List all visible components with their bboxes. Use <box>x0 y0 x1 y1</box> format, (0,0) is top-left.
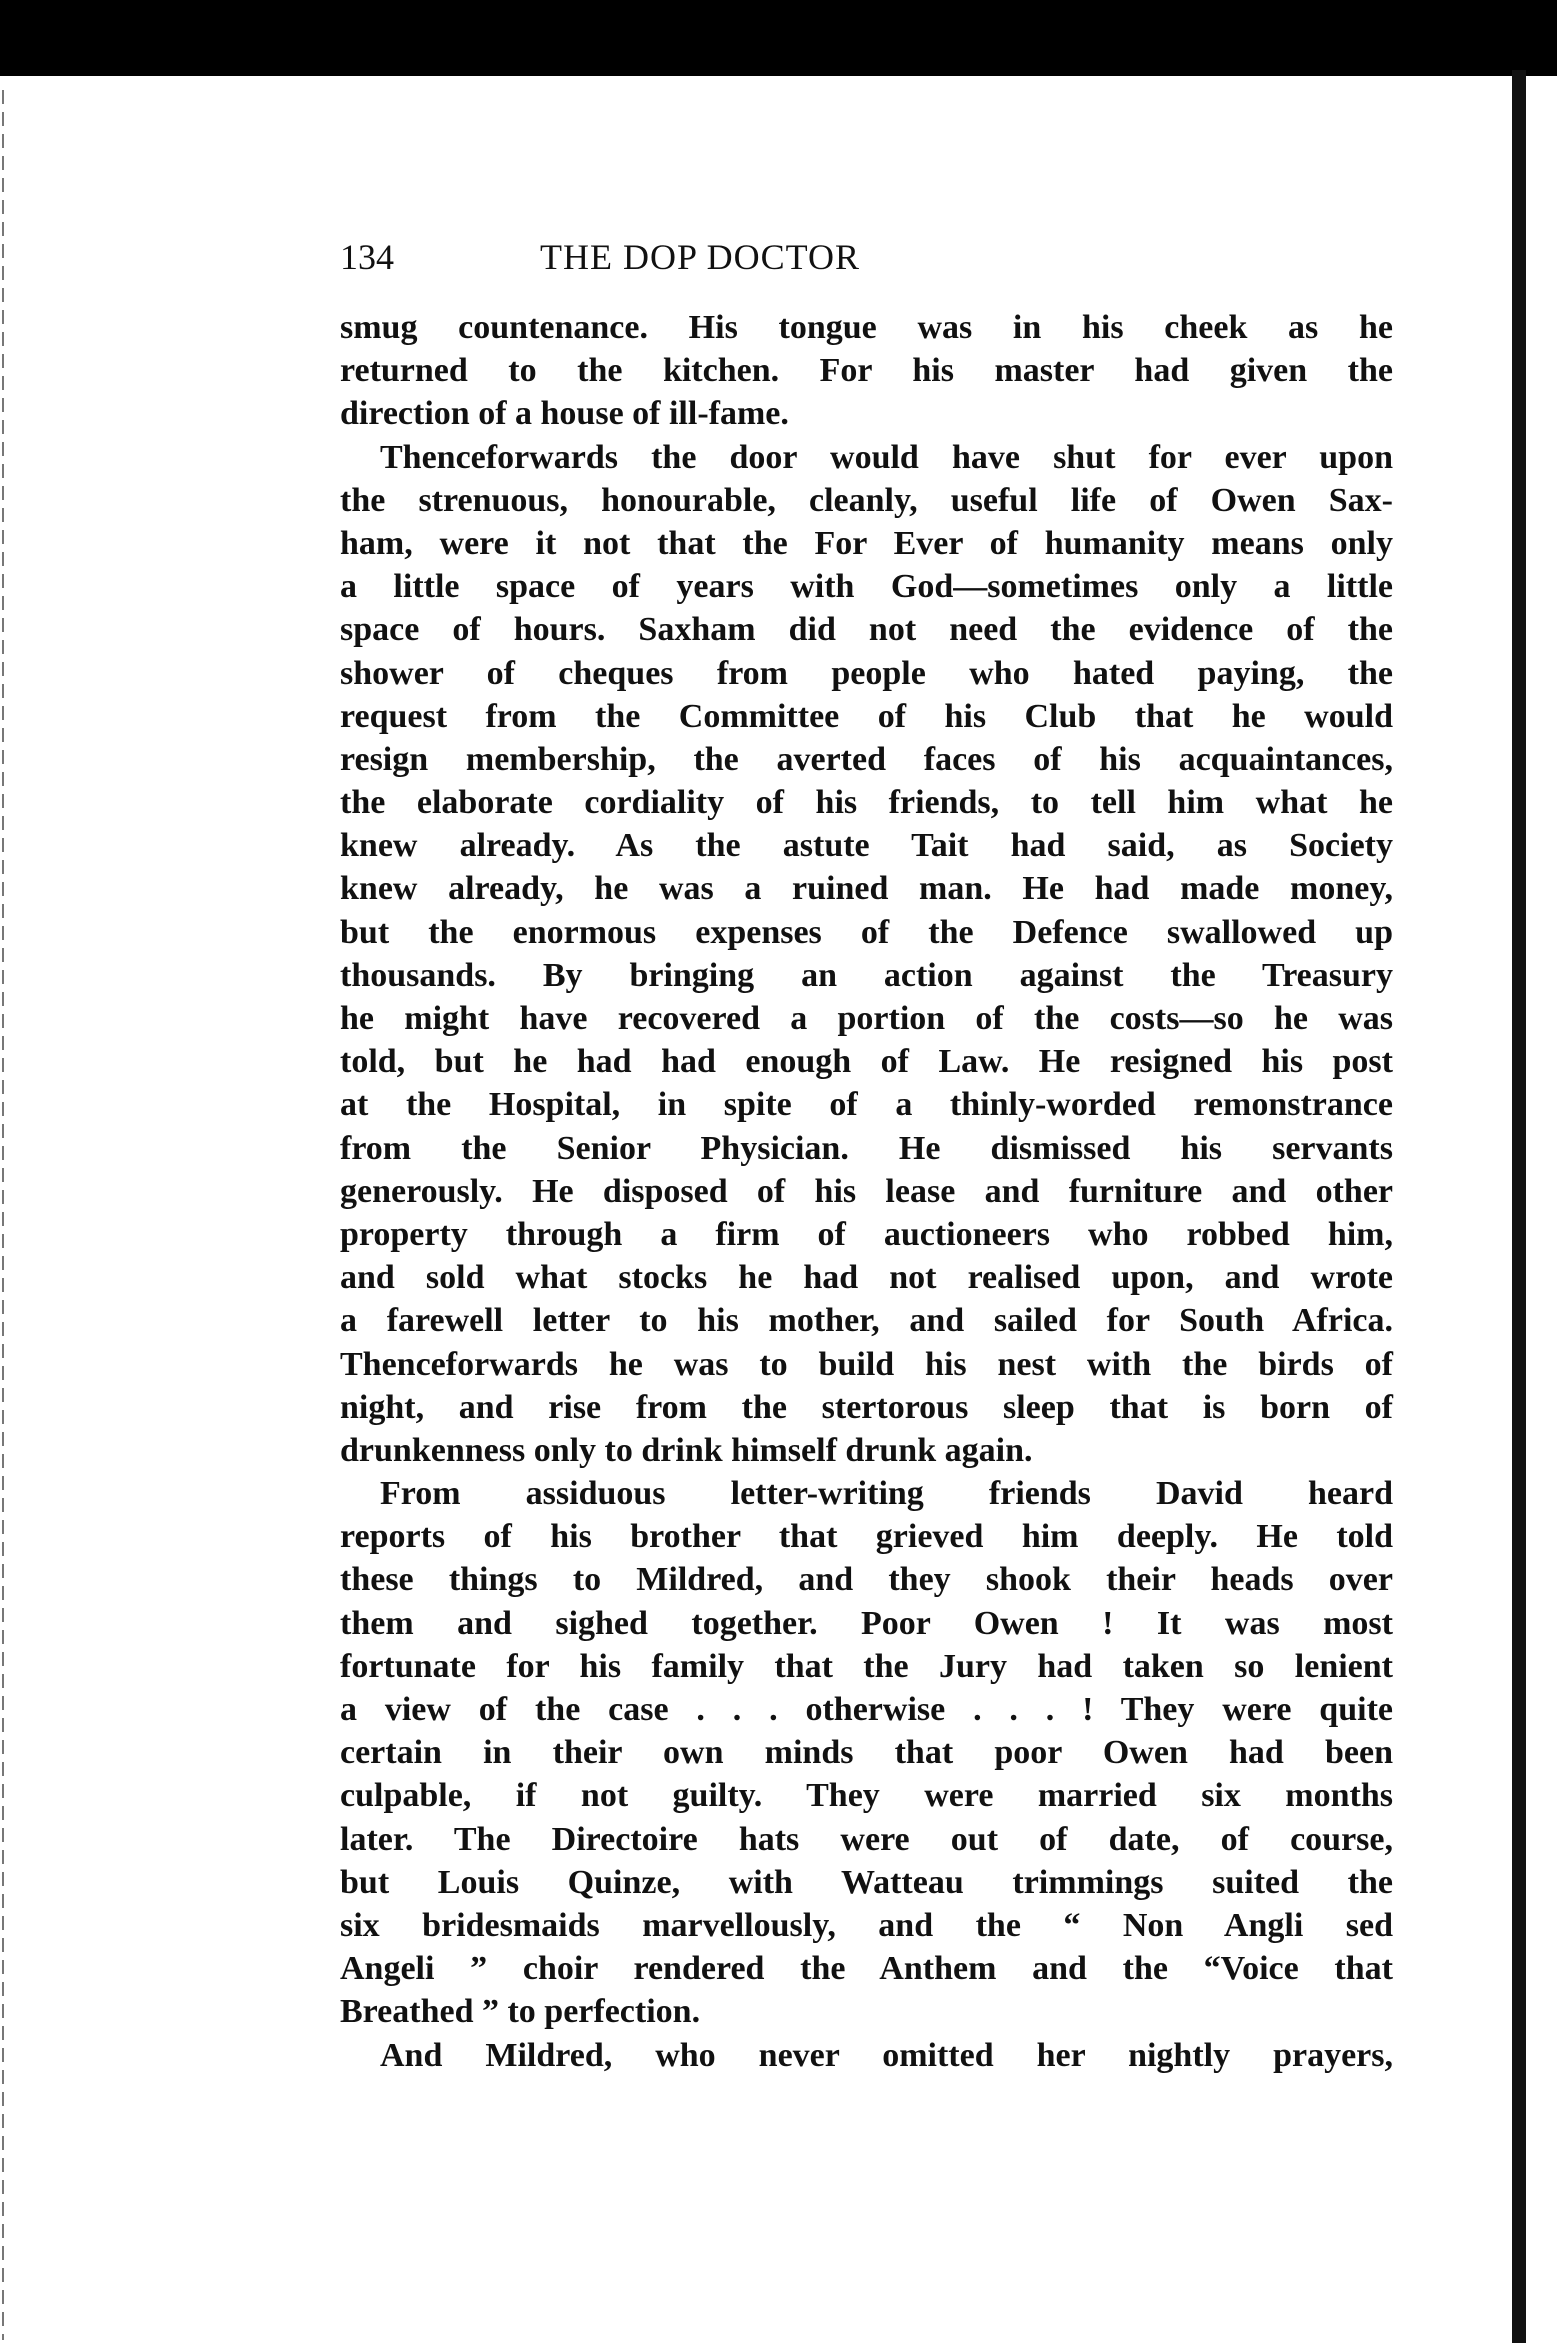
text-line: smug countenance. His tongue was in his cheek as he <box>340 309 1393 346</box>
text-line: the elaborate cordiality of his friends, to tell him what he <box>340 784 1393 822</box>
text-line: generously. He disposed of his lease and furniture and other <box>340 1172 1393 1210</box>
text-line: the strenuous, honourable, cleanly, useful life of Owen Sax- <box>340 481 1393 519</box>
scan-right-edge <box>1512 70 1526 2343</box>
scan-left-edge <box>2 90 4 2340</box>
text-line: From assiduous letter-writing friends David heard <box>380 1475 1393 1513</box>
text-line: and sold what stocks he had not realised upon, and wrote <box>340 1259 1393 1297</box>
text-line: drunkenness only to drink himself drunk again. <box>340 1431 1033 1469</box>
text-line: a little space of years with God—sometimes only a little <box>340 568 1393 606</box>
scan-top-border <box>0 0 1557 76</box>
text-line: property through a firm of auctioneers who robbed him, <box>340 1215 1393 1253</box>
text-line: culpable, if not guilty. They were married six months <box>340 1777 1393 1815</box>
text-line: knew already. As the astute Tait had said, as Society <box>340 827 1393 865</box>
text-line: request from the Committee of his Club that he would <box>340 697 1393 735</box>
text-line: shower of cheques from people who hated paying, the <box>340 654 1393 692</box>
text-line: but the enormous expenses of the Defence swallowed up <box>340 913 1393 951</box>
text-line: direction of a house of ill-fame. <box>340 395 789 433</box>
text-line: returned to the kitchen. For his master had given the <box>340 352 1393 390</box>
text-line: he might have recovered a portion of the costs—so he was <box>340 1000 1393 1037</box>
text-line: knew already, he was a ruined man. He had made money, <box>340 870 1393 908</box>
text-line: these things to Mildred, and they shook their heads over <box>340 1561 1393 1599</box>
text-line: reports of his brother that grieved him deeply. He told <box>340 1518 1393 1556</box>
text-line: ham, were it not that the For Ever of humanity means only <box>340 524 1393 562</box>
text-line: thousands. By bringing an action against the Treasury <box>340 956 1393 994</box>
text-line: a view of the case . . . otherwise . . . ! They were quite <box>340 1691 1393 1728</box>
text-line: Breathed ” to perfection. <box>340 1993 701 2031</box>
text-line: space of hours. Saxham did not need the evidence of the <box>340 611 1393 649</box>
text-line: And Mildred, who never omitted her nightly prayers, <box>380 2036 1393 2074</box>
text-line: Thenceforwards he was to build his nest with the birds of <box>340 1345 1393 1383</box>
text-line: from the Senior Physician. He dismissed his servants <box>340 1129 1393 1167</box>
text-line: six bridesmaids marvellously, and the “ Non Angli sed <box>340 1906 1393 1944</box>
text-line: later. The Directoire hats were out of date, of course, <box>340 1820 1393 1858</box>
text-line: night, and rise from the stertorous sleep that is born of <box>340 1388 1393 1426</box>
text-line: Angeli ” choir rendered the Anthem and the “Voice that <box>340 1950 1393 1988</box>
text-line: Thenceforwards the door would have shut for ever upon <box>380 438 1393 476</box>
text-line: at the Hospital, in spite of a thinly-worded remonstrance <box>340 1086 1393 1124</box>
page-body-text <box>340 306 1393 2077</box>
text-line: but Louis Quinze, with Watteau trimmings suited the <box>340 1863 1393 1901</box>
page-number: 134 <box>340 237 394 277</box>
text-line: fortunate for his family that the Jury had taken so lenient <box>340 1647 1393 1685</box>
page-header <box>340 236 1393 280</box>
text-line: told, but he had had enough of Law. He resigned his post <box>340 1043 1393 1081</box>
text-line: resign membership, the averted faces of his acquaintances, <box>340 740 1393 778</box>
text-line: a farewell letter to his mother, and sailed for South Africa. <box>340 1302 1393 1340</box>
text-line: them and sighed together. Poor Owen ! It was most <box>340 1604 1393 1642</box>
text-line: certain in their own minds that poor Owen had been <box>340 1734 1393 1772</box>
running-title: THE DOP DOCTOR <box>539 237 861 277</box>
